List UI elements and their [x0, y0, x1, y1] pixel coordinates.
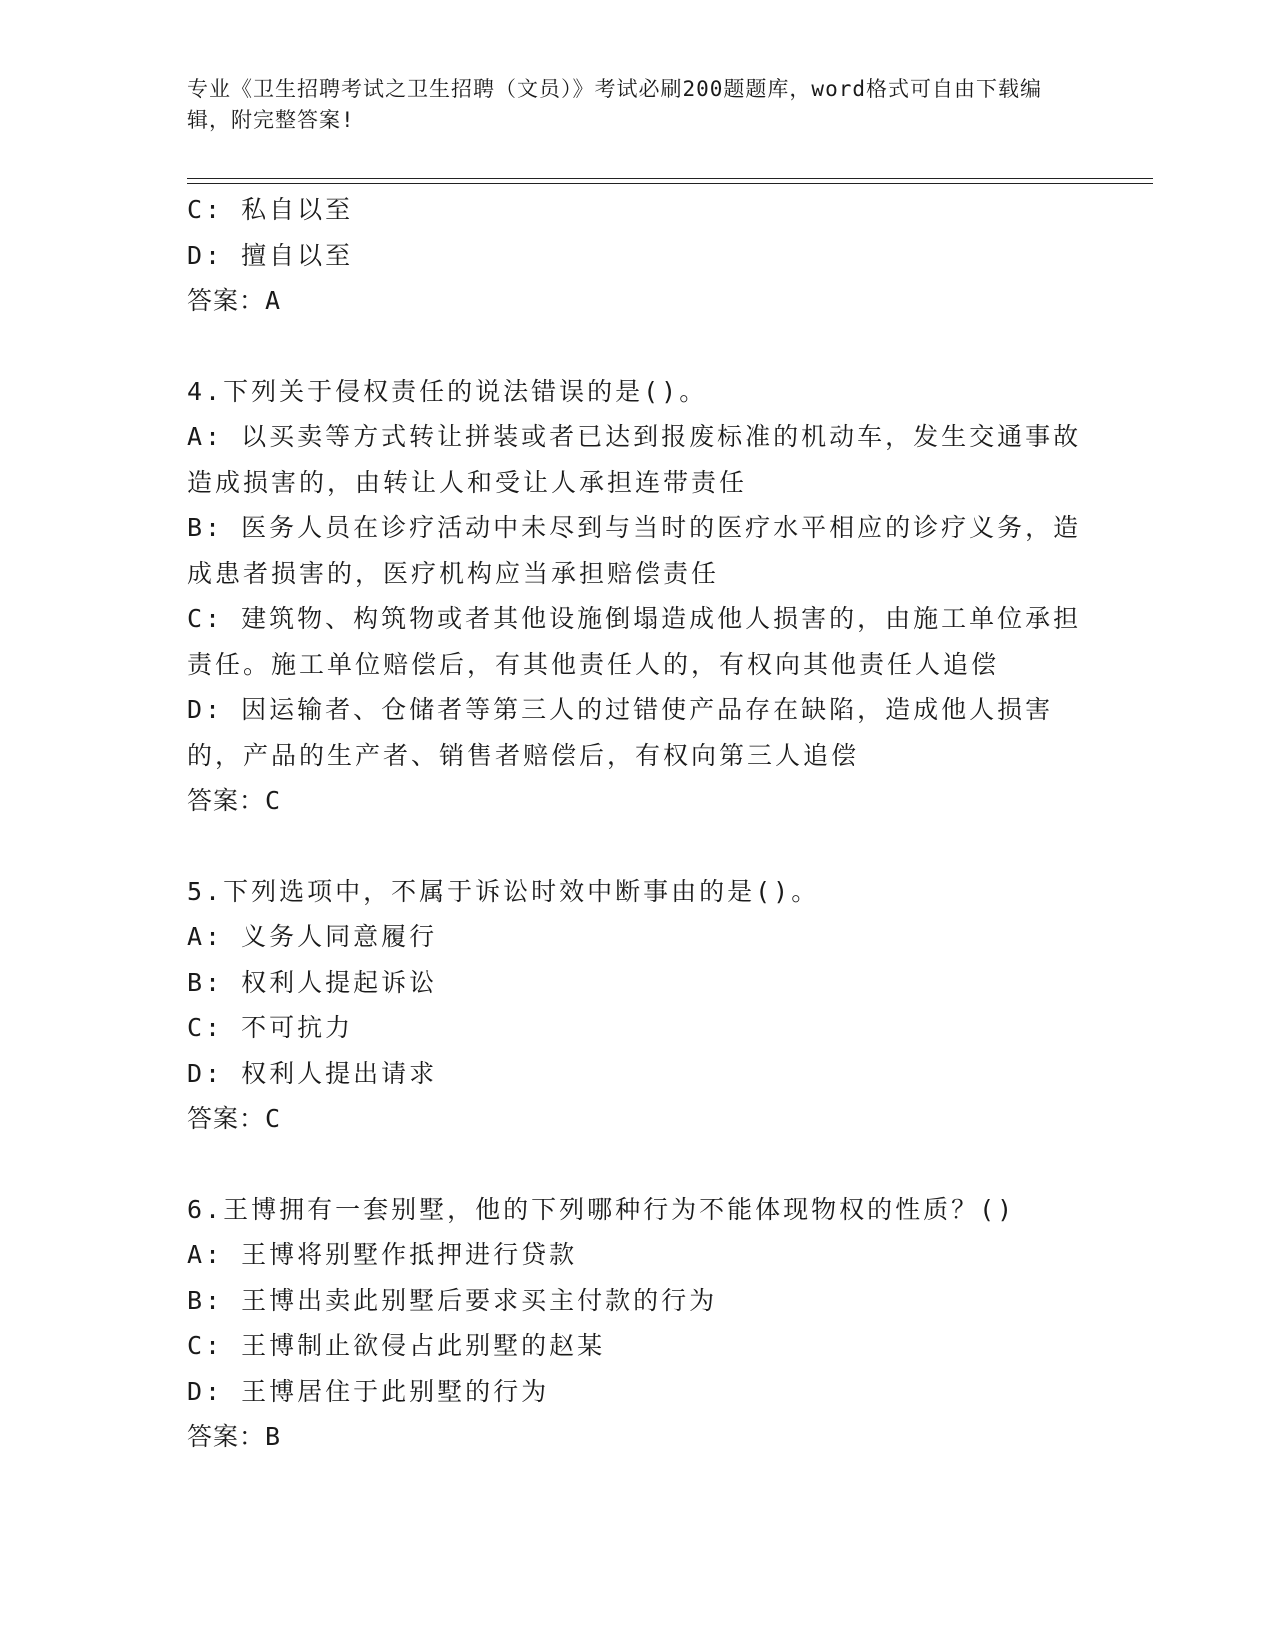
answer-line	[187, 1414, 1087, 1460]
option-a: A: 义务人同意履行	[187, 922, 438, 951]
answer-label: 答案：	[187, 786, 266, 815]
option-c: C: 不可抗力	[187, 1013, 354, 1042]
option-b: B: 王博出卖此别墅后要求买主付款的行为	[187, 1285, 718, 1315]
header-divider	[187, 178, 1153, 184]
option-d: D: 王博居住于此别墅的行为	[187, 1376, 550, 1406]
option-b: B: 权利人提起诉讼	[187, 967, 438, 997]
spacer	[187, 824, 1087, 869]
answer-label: 答案：	[187, 1104, 266, 1133]
answer-value: B	[265, 1422, 282, 1451]
option-a: A: 王博将别墅作抵押进行贷款	[187, 1240, 578, 1269]
question-5	[187, 869, 1087, 1142]
option-c: C: 王博制止欲侵占此别墅的赵某	[187, 1331, 606, 1360]
question-6	[187, 1187, 1087, 1460]
option-d: D: 擅自以至	[187, 240, 354, 270]
answer-line	[187, 778, 1087, 824]
spacer	[187, 1142, 1087, 1187]
option-d: D: 因运输者、仓储者等第三人的过错使产品存在缺陷，造成他人损害的，产品的生产者、销售者赔偿后，有权向第三人追偿	[187, 695, 1054, 770]
option-c: C: 私自以至	[187, 195, 354, 224]
answer-label: 答案：	[187, 286, 266, 315]
answer-value: A	[265, 286, 282, 315]
answer-value: C	[265, 1104, 282, 1133]
question-stem: 5.下列选项中，不属于诉讼时效中断事由的是()。	[187, 876, 820, 906]
answer-line	[187, 1096, 1087, 1142]
question-stem: 4.下列关于侵权责任的说法错误的是()。	[187, 376, 708, 406]
option-b: B: 医务人员在诊疗活动中未尽到与当时的医疗水平相应的诊疗义务，造成患者损害的，医疗机构应当承担赔偿责任	[187, 513, 1082, 588]
option-d: D: 权利人提出请求	[187, 1058, 438, 1088]
question-list	[187, 187, 1087, 1460]
answer-value: C	[265, 786, 282, 815]
option-a: A: 以买卖等方式转让拼装或者已达到报废标准的机动车，发生交通事故造成损害的，由转让人和受让人承担连带责任	[187, 422, 1082, 497]
spacer	[187, 324, 1087, 369]
question-stem: 6.王博拥有一套别墅，他的下列哪种行为不能体现物权的性质？()	[187, 1194, 1016, 1224]
answer-label: 答案：	[187, 1422, 266, 1451]
option-c: C: 建筑物、构筑物或者其他设施倒塌造成他人损害的，由施工单位承担责任。施工单位赔偿后，有其他责任人的，有权向其他责任人追偿	[187, 604, 1082, 679]
question-4	[187, 369, 1087, 824]
answer-line	[187, 278, 1087, 324]
question-3-continuation	[187, 187, 1087, 324]
document-title: 专业《卫生招聘考试之卫生招聘（文员）》考试必刷200题题库，word格式可自由下载编辑，附完整答案!	[187, 77, 1042, 132]
page-header	[187, 74, 1067, 136]
